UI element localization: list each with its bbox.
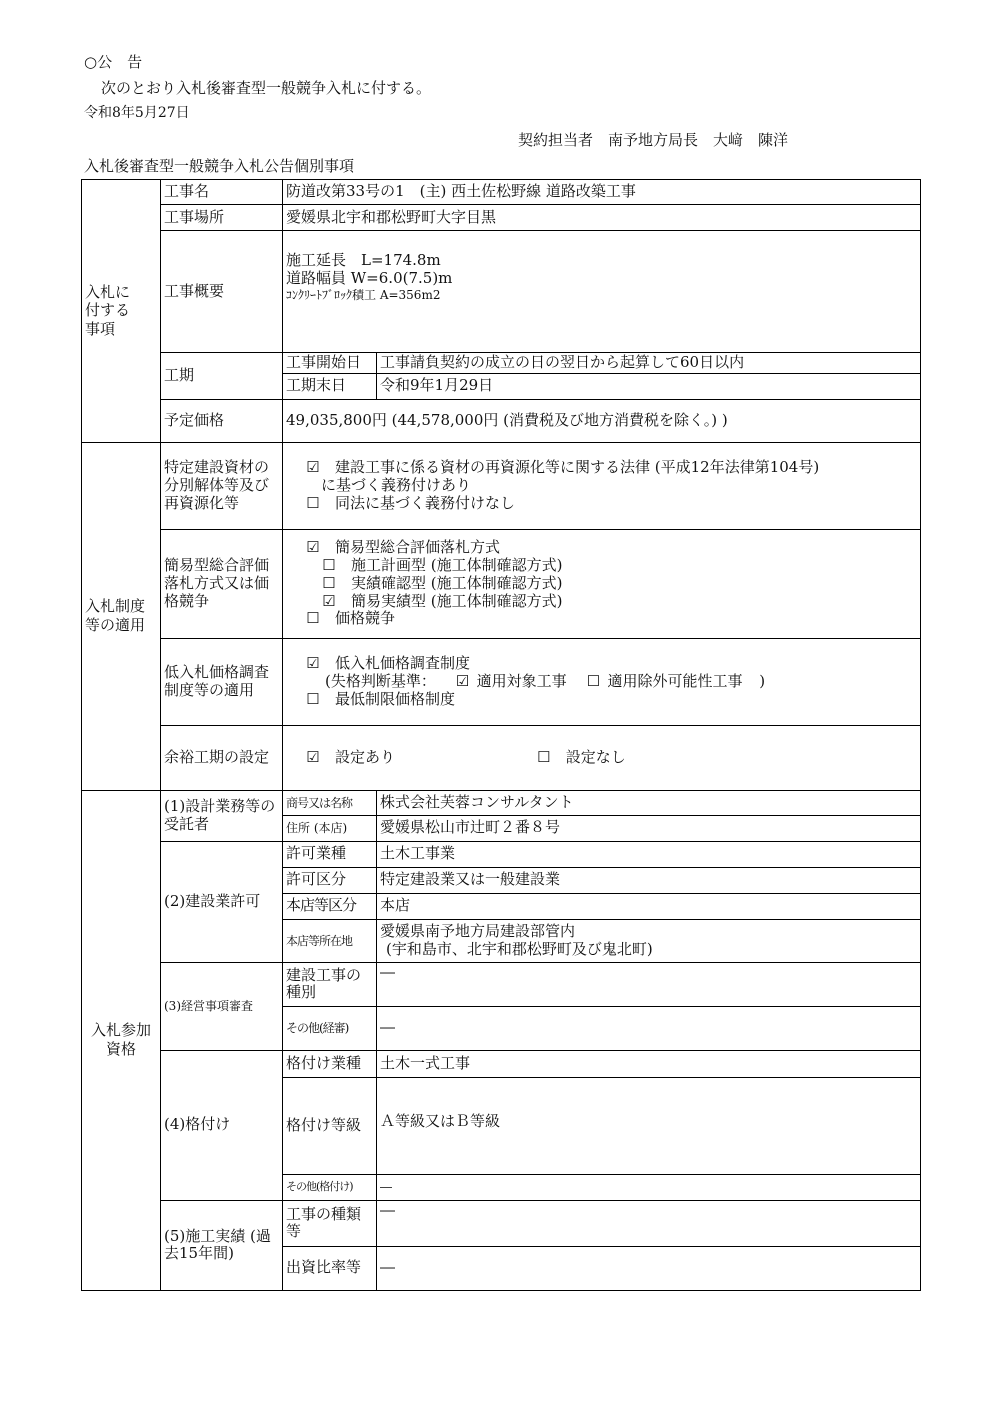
row-record-kind [82,1200,921,1246]
value-office-class: 本店 [377,893,921,919]
label-start-date: 工事開始日 [283,353,377,374]
value-end-date: 令和9年1月29日 [377,373,921,399]
summary-length: 施工延長 L=174.8m [286,251,441,270]
row-audit-kind [82,962,921,1006]
label-design-name: 商号又は名称 [283,790,377,815]
low-sub-suffix: ) [759,671,766,690]
value-audit-other: ― [377,1006,921,1050]
checkbox-eval-main[interactable]: ☑ [306,538,320,557]
value-permit-type: 土木工事業 [377,841,921,867]
spare-no-text: 設定なし [565,747,626,766]
notice-date: 令和8年5月27日 [84,105,190,121]
row-work-summary [82,231,921,353]
row-evaluation [82,529,921,638]
low-sub-prefix: (失格判断基準： [325,671,436,690]
value-start-date: 工事請負契約の成立の日の翌日から起算して60日以内 [377,353,921,374]
value-rank-grade: Ａ等級又はＢ等級 [377,1077,921,1174]
row-spare-period [82,725,921,790]
checkbox-low-main[interactable]: ☑ [306,654,320,673]
low-min-text: 最低制限価格制度 [335,689,456,708]
label-period: 工期 [161,353,283,400]
label-office-location: 本店等所在地 [283,919,377,962]
label-record-ratio: 出資比率等 [283,1246,377,1290]
checkbox-eval-price[interactable]: ☐ [306,609,320,628]
eval-simple-text: 簡易実績型 (施工体制確認方式) [351,591,563,610]
low-target-text: 適用対象工事 [476,671,567,690]
label-end-date: 工期末日 [283,373,377,399]
checkbox-low-min[interactable]: ☐ [306,689,320,708]
checkbox-eval-simple[interactable]: ☑ [322,591,336,610]
checkbox-eval-plan[interactable]: ☐ [322,556,336,575]
signatory: 契約担当者 南予地方局長 大﨑 陳洋 [518,131,789,149]
value-design-name: 株式会社芙蓉コンサルタント [377,790,921,815]
value-work-name: 防道改第33号の1 (主) 西土佐松野線 道路改築工事 [283,180,921,205]
label-recycle: 特定建設資材の分別解体等及び再資源化等 [161,442,283,529]
row-work-place [82,205,921,231]
checkbox-recycle-yes[interactable]: ☑ [306,458,320,477]
section-system: 入札制度等の適用 [82,442,161,790]
label-design: (1)設計業務等の受託者 [161,790,283,841]
low-main-text: 低入札価格調査制度 [335,654,471,673]
value-rank-type: 土木一式工事 [377,1050,921,1077]
checkbox-low-target[interactable]: ☑ [455,671,470,690]
recycle-yes-text: 建設工事に係る資材の再資源化等に関する法律 (平成12年法律第104号) [335,458,820,477]
recycle-no-text: 同法に基づく義務付けなし [335,493,516,512]
notice-intro: 次のとおり入札後審査型一般競争入札に付する。 [101,79,432,97]
row-work-name [82,180,921,205]
row-planned-price [82,399,921,442]
value-work-summary [283,231,921,353]
label-audit: (3)経営事項審査 [161,962,283,1050]
label-permit-type: 許可業種 [283,841,377,867]
summary-width: 道路幅員 W=6.0(7.5)m [286,268,453,287]
label-rank-other: その他(格付け) [283,1174,377,1200]
table-title: 入札後審査型一般競争入札公告個別事項 [84,157,355,175]
row-rank-type [82,1050,921,1077]
notice-title: ○公 告 [84,53,143,71]
checkbox-spare-yes[interactable]: ☑ [306,747,320,766]
low-exempt-text: 適用除外可能性工事 [607,671,743,690]
row-low-bid [82,638,921,725]
notice-table [81,179,921,1291]
summary-block: ｺﾝｸﾘｰﾄﾌﾞﾛｯｸ積工 A=356m2 [286,287,441,302]
value-rank-other: ― [377,1174,921,1200]
label-audit-other: その他(経審) [283,1006,377,1050]
label-work-name: 工事名 [161,180,283,205]
value-evaluation [283,529,921,638]
label-rank-grade: 格付け等級 [283,1077,377,1174]
eval-plan-text: 施工計画型 (施工体制確認方式) [351,556,563,575]
label-permit: (2)建設業許可 [161,841,283,962]
row-design-name [82,790,921,815]
eval-main-text: 簡易型総合評価落札方式 [335,538,501,557]
value-low-bid [283,638,921,725]
value-record-kind: ― [377,1200,921,1246]
value-recycle [283,442,921,529]
label-evaluation: 簡易型総合評価落札方式又は価格競争 [161,529,283,638]
checkbox-recycle-no[interactable]: ☐ [306,493,320,512]
label-planned-price: 予定価格 [161,399,283,442]
value-permit-class: 特定建設業又は一般建設業 [377,867,921,893]
label-rank: (4)格付け [161,1050,283,1200]
label-spare-period: 余裕工期の設定 [161,725,283,790]
row-recycle [82,442,921,529]
value-record-ratio: ― [377,1246,921,1290]
section-qualification: 入札参加資格 [82,790,161,1290]
value-office-location: 愛媛県南予地方局建設部管内 (宇和島市、北宇和郡松野町及び鬼北町) [377,919,921,962]
value-planned-price: 49,035,800円 (44,578,000円 (消費税及び地方消費税を除く。) ) [283,399,921,442]
value-work-place: 愛媛県北宇和郡松野町大字目黒 [283,205,921,231]
label-record-kind: 工事の種類等 [283,1200,377,1246]
label-rank-type: 格付け業種 [283,1050,377,1077]
eval-record-text: 実績確認型 (施工体制確認方式) [351,573,563,592]
label-design-address: 住所 (本店) [283,815,377,841]
value-audit-kind: ― [377,962,921,1006]
label-audit-kind: 建設工事の種別 [283,962,377,1006]
checkbox-low-exempt[interactable]: ☐ [586,671,601,690]
row-period-start [82,353,921,374]
recycle-yes-text-cont: に基づく義務付けあり [321,475,472,494]
value-spare-period [283,725,921,790]
checkbox-eval-record[interactable]: ☐ [322,573,336,592]
checkbox-spare-no[interactable]: ☐ [537,747,551,766]
section-bid-items: 入札に付する事項 [82,180,161,443]
row-permit-type [82,841,921,867]
spare-yes-text: 設定あり [335,747,396,766]
value-design-address: 愛媛県松山市辻町２番８号 [377,815,921,841]
label-work-summary: 工事概要 [161,231,283,353]
label-record: (5)施工実績 (過去15年間) [161,1200,283,1290]
label-office-class: 本店等区分 [283,893,377,919]
label-permit-class: 許可区分 [283,867,377,893]
label-work-place: 工事場所 [161,205,283,231]
eval-price-text: 価格競争 [335,609,396,628]
label-low-bid: 低入札価格調査制度等の適用 [161,638,283,725]
